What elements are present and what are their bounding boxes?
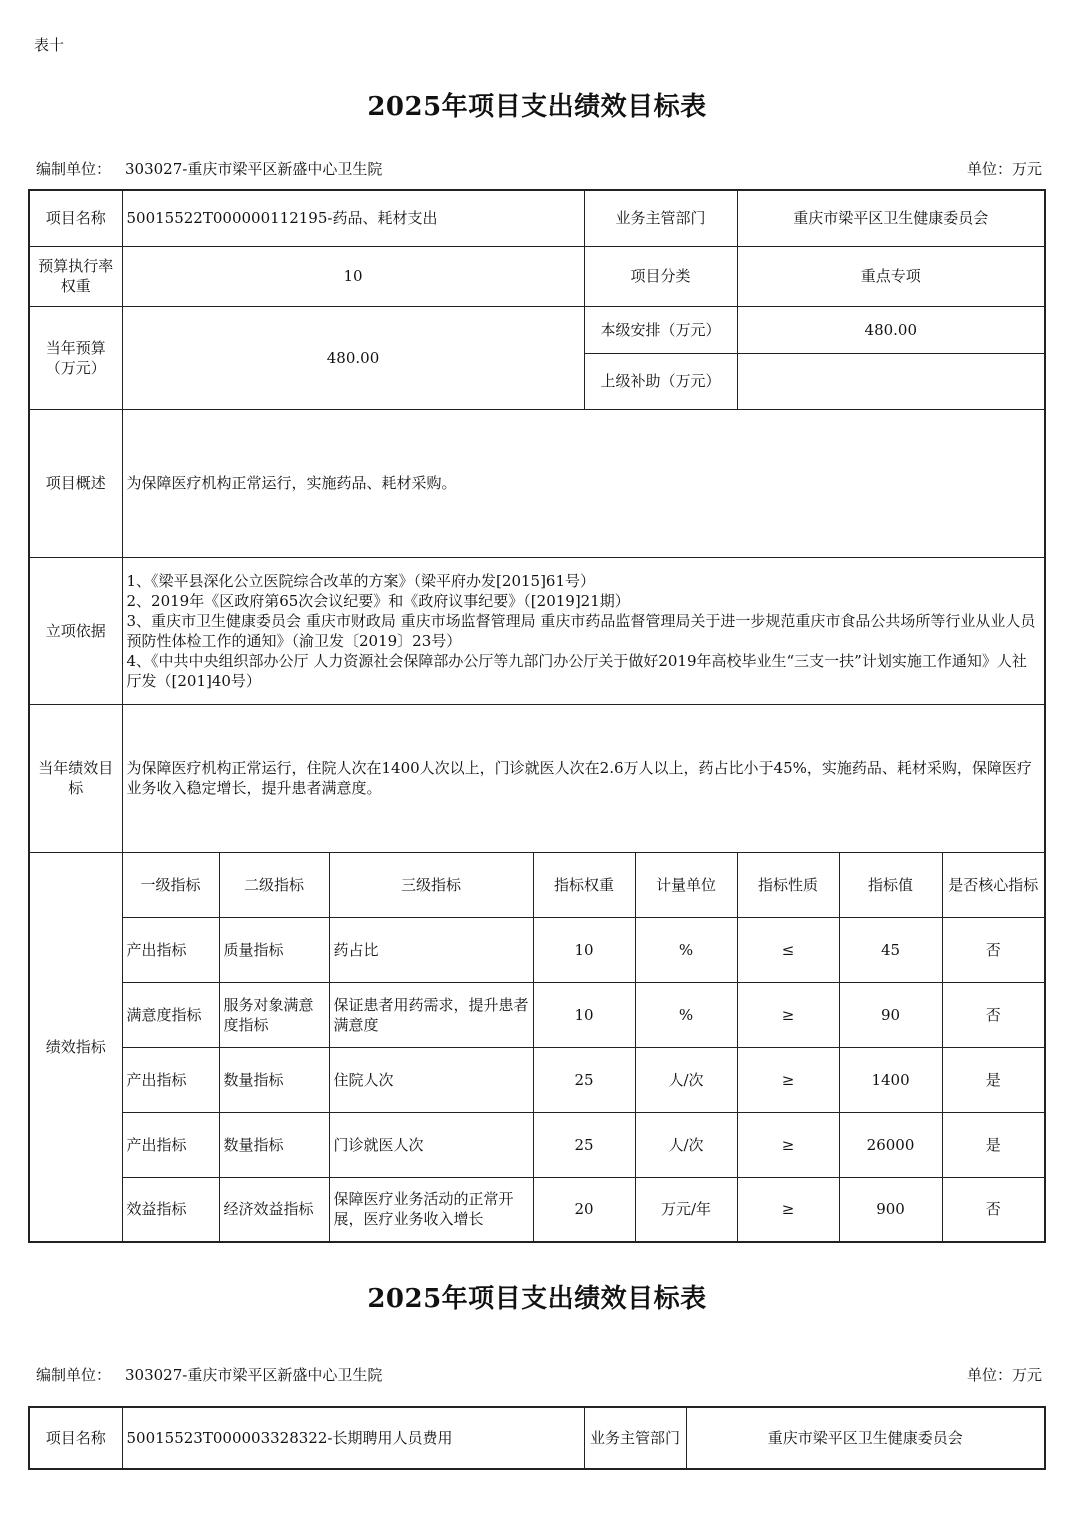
perf-cell: 产出指标: [122, 1112, 219, 1177]
perf-cell: 10: [533, 917, 635, 982]
perf-cell: %: [635, 982, 737, 1047]
page-title: 2025年项目支出绩效目标表: [367, 92, 707, 122]
perf-header: 一级指标: [122, 852, 219, 917]
local-value: 480.00: [737, 306, 1045, 353]
unit-label: 编制单位：: [36, 160, 112, 178]
perf-header: 三级指标: [329, 852, 533, 917]
dept-label: 业务主管部门: [584, 190, 737, 246]
perf-cell: 质量指标: [219, 917, 329, 982]
currency-label: 单位：万元: [966, 160, 1042, 178]
performance-target-table: [28, 189, 1046, 1243]
project-name-value: 50015523T000003328322-长期聘用人员费用: [122, 1407, 584, 1469]
budget-label: 当年预算（万元）: [29, 306, 122, 409]
basis-item: 1、《梁平县深化公立医院综合改革的方案》（梁平府办发[2015]61号）: [126, 571, 596, 590]
perf-cell: ≥: [737, 1047, 839, 1112]
perf-cell: 数量指标: [219, 1112, 329, 1177]
perf-cell: ≥: [737, 982, 839, 1047]
perf-cell: 门诊就医人次: [329, 1112, 533, 1177]
perf-cell: 药占比: [329, 917, 533, 982]
summary-value: 为保障医疗机构正常运行，实施药品、耗材采购。: [122, 409, 1045, 557]
perf-cell: 住院人次: [329, 1047, 533, 1112]
perf-cell: 26000: [839, 1112, 942, 1177]
perf-header: 指标性质: [737, 852, 839, 917]
unit-label-2: 编制单位：: [36, 1366, 112, 1384]
perf-label: 绩效指标: [29, 852, 122, 1242]
perf-cell: 人/次: [635, 1112, 737, 1177]
perf-cell: 服务对象满意度指标: [219, 982, 329, 1047]
budget-value: 480.00: [122, 306, 584, 409]
perf-cell: 产出指标: [122, 917, 219, 982]
perf-cell: 满意度指标: [122, 982, 219, 1047]
perf-header: 是否核心指标: [942, 852, 1045, 917]
perf-cell: 90: [839, 982, 942, 1047]
perf-cell: 保障医疗业务活动的正常开展，医疗业务收入增长: [329, 1177, 533, 1242]
perf-cell: 10: [533, 982, 635, 1047]
perf-cell: 产出指标: [122, 1047, 219, 1112]
perf-cell: 经济效益指标: [219, 1177, 329, 1242]
page-label: 表十: [34, 36, 65, 54]
perf-cell: 1400: [839, 1047, 942, 1112]
unit-value: 303027-重庆市梁平区新盛中心卫生院: [125, 160, 383, 178]
perf-cell: ≥: [737, 1112, 839, 1177]
perf-cell: 25: [533, 1047, 635, 1112]
upper-value: [737, 353, 1045, 409]
perf-cell: 45: [839, 917, 942, 982]
basis-label: 立项依据: [29, 557, 122, 704]
perf-cell: 人/次: [635, 1047, 737, 1112]
exec-rate-value: 10: [122, 246, 584, 306]
exec-rate-label: 预算执行率权重: [29, 246, 122, 306]
perf-cell: 20: [533, 1177, 635, 1242]
perf-header: 指标值: [839, 852, 942, 917]
basis-item: 2、2019年《区政府第65次会议纪要》和《政府议事纪要》（[2019]21期）: [126, 591, 630, 610]
perf-cell: 保证患者用药需求，提升患者满意度: [329, 982, 533, 1047]
dept-value: 重庆市梁平区卫生健康委员会: [686, 1407, 1045, 1469]
category-value: 重点专项: [737, 246, 1045, 306]
table-row: [29, 1112, 1045, 1177]
table-row: [29, 982, 1045, 1047]
currency-label-2: 单位：万元: [966, 1366, 1042, 1384]
page-title-2: 2025年项目支出绩效目标表: [367, 1284, 707, 1314]
perf-cell: 25: [533, 1112, 635, 1177]
project-name-value: 50015522T000000112195-药品、耗材支出: [122, 190, 584, 246]
project-name-label: 项目名称: [29, 190, 122, 246]
upper-label: 上级补助（万元）: [584, 353, 737, 409]
perf-cell: 效益指标: [122, 1177, 219, 1242]
project-name-label: 项目名称: [29, 1407, 122, 1469]
table-row: [29, 1177, 1045, 1242]
table-row: [29, 917, 1045, 982]
perf-cell: 数量指标: [219, 1047, 329, 1112]
perf-cell: 否: [942, 917, 1045, 982]
perf-cell: ≤: [737, 917, 839, 982]
table-row: [29, 1047, 1045, 1112]
performance-target-table-2: [28, 1406, 1046, 1470]
perf-cell: 否: [942, 982, 1045, 1047]
summary-label: 项目概述: [29, 409, 122, 557]
perf-cell: 否: [942, 1177, 1045, 1242]
goal-value: 为保障医疗机构正常运行，住院人次在1400人次以上，门诊就医人次在2.6万人以上，药占比小于45%，实施药品、耗材采购，保障医疗业务收入稳定增长，提升患者满意度。: [122, 704, 1045, 852]
basis-item: 4、《中共中央组织部办公厅 人力资源社会保障部办公厅等九部门办公厅关于做好2019年高校毕业生“三支一扶”计划实施工作通知》人社厅发（[201]40号）: [126, 651, 1027, 690]
local-label: 本级安排（万元）: [584, 306, 737, 353]
perf-cell: 是: [942, 1112, 1045, 1177]
perf-cell: 万元/年: [635, 1177, 737, 1242]
perf-cell: ≥: [737, 1177, 839, 1242]
basis-item: 3、重庆市卫生健康委员会 重庆市财政局 重庆市场监督管理局 重庆市药品监督管理局关于进一步规范重庆市食品公共场所等行业从业人员预防性体检工作的通知》（渝卫发〔2019〕23号）: [126, 611, 1036, 650]
unit-value-2: 303027-重庆市梁平区新盛中心卫生院: [125, 1366, 383, 1384]
perf-cell: 是: [942, 1047, 1045, 1112]
perf-cell: 900: [839, 1177, 942, 1242]
goal-label: 当年绩效目标: [29, 704, 122, 852]
category-label: 项目分类: [584, 246, 737, 306]
perf-header: 计量单位: [635, 852, 737, 917]
dept-label: 业务主管部门: [584, 1407, 686, 1469]
perf-header: 指标权重: [533, 852, 635, 917]
dept-value: 重庆市梁平区卫生健康委员会: [737, 190, 1045, 246]
perf-header: 二级指标: [219, 852, 329, 917]
basis-value: [122, 557, 1045, 704]
perf-cell: %: [635, 917, 737, 982]
